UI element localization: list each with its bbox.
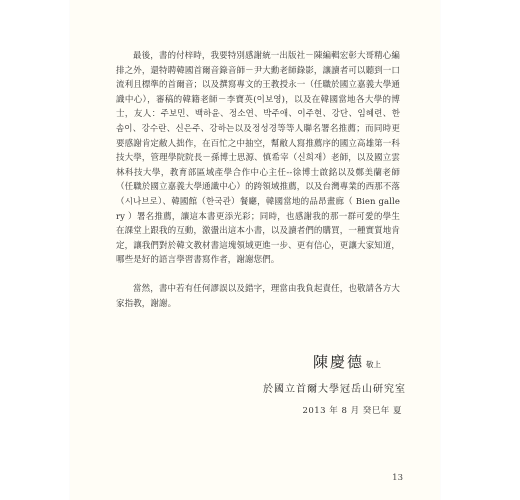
- affiliation: 於國立首爾大學冠岳山研究室: [263, 384, 406, 395]
- acknowledgement-paragraph: 最後，書的付梓時，我要特別感謝統一出版社－陳編輯宏彰大哥精心編排之外，還特聘韓國首爾音錄音師－尹大勳老師錄影，讓讀者可以聽到一口流利且標準的首爾音；以及撰寫專文的王教授永一（任職於國立嘉義大學通識中心），審稿的韓籍老師－李寶英(이보영)，以及在韓國當地各大學的博士，友人：주보민、백하윤、정소연、박주애、이주현、강단、임혜련、한솜이、강수란、신은주、강하는以及정성경等等人聯名署名推薦；而同時更要感謝肯定敝人拙作，在百忙之中抽空，幫敝人寫推薦序的國立高雄第一科技大學，管理學院院長－孫博士思源、慎希宰（신희재）老師，以及國立雲林科技大學，教育部區域產學合作中心主任--徐博士啟銘以及鄭美蘭老師（任職於國立嘉義大學通識中心）的跨領域推薦，以及台灣專業的西那不落（시나브로）、韓國館（한국관）餐廳，韓國當地的品昂畫廊（ Bien gallery ）署名推薦，讓這本書更添光彩；同時，也感謝我的那一群可愛的學生在課堂上跟我的互動，激盪出這本小書，以及讀者們的購買，一種實質地肯定，讓我們對於韓文教材書這塊領域更進一步、更有信心，更讓大家知道，哪些是好的語言學習書寫作者，謝謝您們。: [116, 51, 400, 266]
- author-name: 陳慶德: [313, 353, 365, 371]
- book-page: [70, 0, 440, 500]
- body-text: [116, 49, 400, 311]
- closing-paragraph: 當然，書中若有任何謬誤以及錯字，理當由我負起責任，也敬請各方大家指教，謝謝。: [116, 283, 400, 309]
- page-number: 13: [392, 473, 403, 483]
- date-line: 2013 年 8 月 癸巳年 夏: [302, 406, 402, 416]
- signature: [313, 351, 381, 372]
- signature-suffix: 敬上: [366, 360, 382, 369]
